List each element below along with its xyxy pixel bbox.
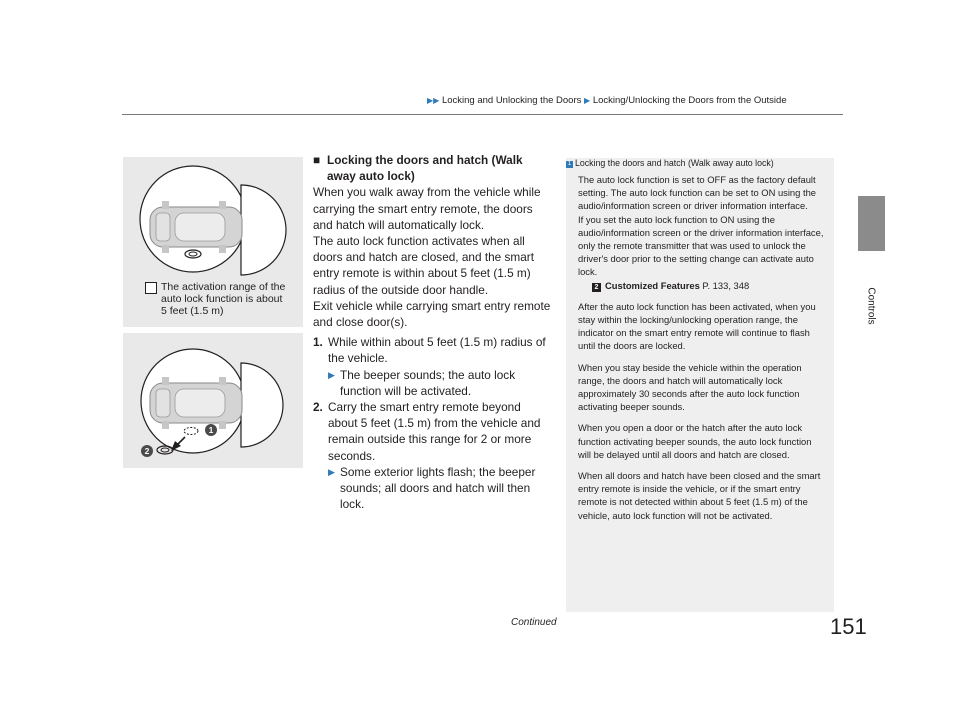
step-2-result: ▶ Some exterior lights flash; the beeper sounds; all doors and hatch will then lock. (328, 464, 536, 512)
paragraph: Exit vehicle while carrying smart entry remote and close door(s). (313, 298, 551, 330)
breadcrumb (427, 95, 787, 106)
result-arrow-icon: ▶ (328, 369, 335, 380)
note-paragraph: When you stay beside the vehicle within the operation range, the doors and hatch will automatically lock approximately 30 seconds after the auto lock function activating beeper sounds. (578, 361, 802, 413)
reference-icon: 2 (592, 283, 601, 292)
paragraph: The auto lock function activates when all doors and hatch are closed, and the smart entry remote is within about 5 feet (1.5 m) radius of the outside door handle. (313, 234, 534, 297)
paragraph: When you walk away from the vehicle while carrying the smart entry remote, the doors and hatch will automatically lock. (313, 185, 541, 232)
note-title: 1 Locking the doors and hatch (Walk away auto lock) (567, 158, 774, 168)
section-heading: ■ Locking the doors and hatch (Walk away auto lock) (313, 153, 523, 184)
step-2: 2. Carry the smart entry remote beyond about 5 feet (1.5 m) from the vehicle and remain outside this range for 2 or more seconds. (313, 400, 541, 463)
main-content (313, 152, 553, 512)
breadcrumb-item-2[interactable]: Locking/Unlocking the Doors from the Outside (592, 95, 787, 106)
note-paragraph: After the auto lock function has been activated, when you stay within the locking/unlocking operation range, the indicator on the smart entry remote will continue to flash until the doors are locked. (578, 300, 816, 352)
section-tab (858, 196, 885, 251)
result-arrow-icon: ▶ (328, 466, 335, 477)
marker-1: 1 (205, 424, 217, 436)
section-label[interactable]: Controls (865, 287, 877, 325)
page-number: 151 (830, 614, 867, 639)
note-paragraph: If you set the auto lock function to ON using the audio/information screen or the driver information interface, only the remote transmitter that was used to unlock the driver's door prior to the setting change can activate auto lock. (578, 213, 824, 278)
note-paragraph: When all doors and hatch have been closed and the smart entry remote is inside the vehicle, or if the smart entry remote is not detected within about 5 feet (1.5 m) of the vehicle, auto lock function will not be activated. (578, 470, 821, 521)
cross-reference[interactable]: 2 Customized Features P. 133, 348 (578, 279, 826, 292)
note-paragraph: When you open a door or the hatch after the auto lock function activating beeper sounds, the auto lock function will be delayed until all doors and hatch are closed. (578, 422, 812, 460)
marker-2: 2 (141, 445, 153, 457)
note-paragraph: The auto lock function is set to OFF as the factory default setting. The auto lock function can be set to ON using the audio/information screen or driver information interface. (578, 174, 816, 212)
range-legend-icon (145, 282, 157, 294)
arrow-icon: ▶▶ (427, 96, 440, 105)
note-body (578, 173, 826, 530)
step-1-result: ▶ The beeper sounds; the auto lock function will be activated. (328, 367, 516, 398)
square-bullet-icon: ■ (313, 153, 321, 167)
continued-label: Continued (511, 617, 557, 628)
breadcrumb-item-1[interactable]: Locking and Unlocking the Doors (441, 95, 582, 106)
header-divider (122, 114, 843, 115)
arrow-icon: ▶ (584, 96, 591, 105)
note-icon: 1 (567, 161, 572, 167)
step-1: 1. While within about 5 feet (1.5 m) radius of the vehicle. (313, 335, 546, 366)
